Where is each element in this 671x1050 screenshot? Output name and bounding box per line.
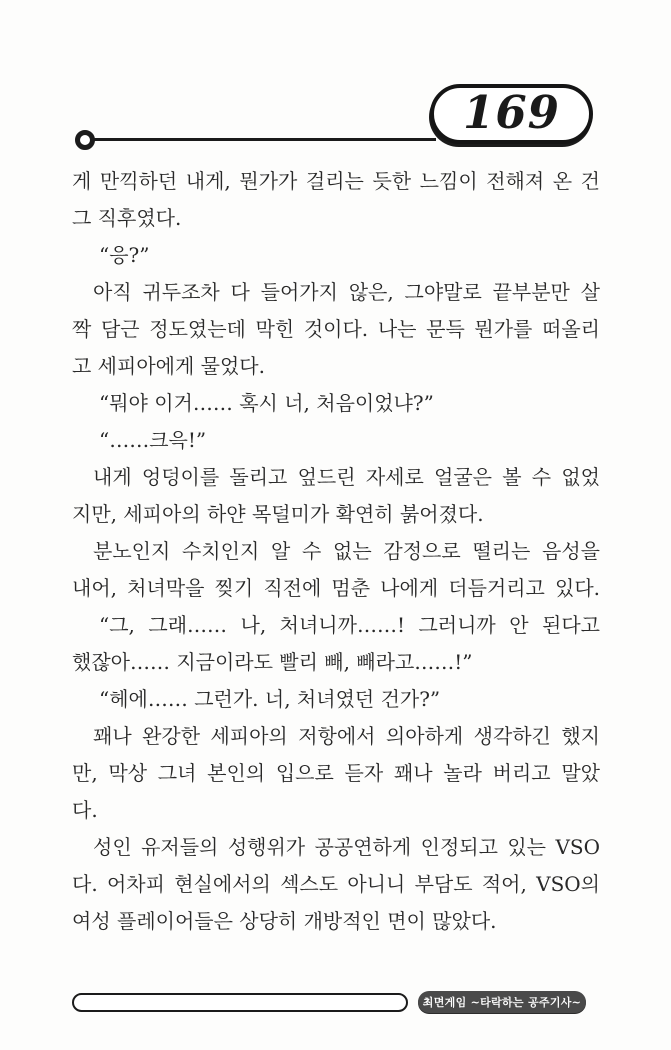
- page-number: 169: [463, 85, 560, 139]
- text-line: 게 만끽하던 내게, 뭔가가 걸리는 듯한 느낌이 전해져 온 건: [72, 169, 600, 193]
- text-line: 그 직후였다.: [72, 206, 182, 230]
- text-line: “헤에…… 그런가. 너, 처녀였던 건가?”: [99, 687, 441, 711]
- footer-bar: [72, 993, 408, 1012]
- text-line: 성인 유저들의 성행위가 공공연하게 인정되고 있는 VSO: [93, 835, 600, 859]
- text-line: 꽤나 완강한 세피아의 저항에서 의아하게 생각하긴 했지: [93, 724, 600, 748]
- text-line: “……크윽!”: [99, 428, 207, 452]
- text-line: 만, 막상 그녀 본인의 입으로 듣자 꽤나 놀라 버리고 말았: [72, 761, 600, 785]
- text-line: “그, 그래…… 나, 처녀니까……! 그러니까 안 된다고: [99, 613, 600, 637]
- text-line: 내게 엉덩이를 돌리고 엎드린 자세로 얼굴은 볼 수 없었: [93, 465, 600, 489]
- body-text: [72, 163, 600, 940]
- text-line: 지만, 세피아의 하얀 목덜미가 확연히 붉어졌다.: [72, 502, 484, 526]
- series-title-badge: [418, 991, 586, 1013]
- text-line: 다. 어차피 현실에서의 섹스도 아니니 부담도 적어, VSO의: [72, 872, 600, 896]
- text-line: “뭐야 이거…… 혹시 너, 처음이었냐?”: [99, 391, 434, 415]
- series-title: 최면게임 ~타락하는 공주기사~: [422, 996, 582, 1009]
- text-line: 고 세피아에게 물었다.: [72, 354, 265, 378]
- rule-end-circle-icon: [75, 130, 95, 150]
- text-line: 짝 담근 정도였는데 막힌 것이다. 나는 문득 뭔가를 떠올리: [72, 317, 600, 341]
- text-line: 여성 플레이어들은 상당히 개방적인 면이 많았다.: [72, 909, 497, 933]
- text-line: 했잖아…… 지금이라도 빨리 빼, 빼라고……!”: [72, 650, 473, 674]
- page-number-badge: [430, 84, 593, 144]
- text-line: 다.: [72, 798, 98, 822]
- text-line: 내어, 처녀막을 찢기 직전에 멈춘 나에게 더듬거리고 있다.: [72, 576, 600, 600]
- text-line: 분노인지 수치인지 알 수 없는 감정으로 떨리는 음성을: [93, 539, 600, 563]
- text-line: 아직 귀두조차 다 들어가지 않은, 그야말로 끝부분만 살: [93, 280, 600, 304]
- text-line: “응?”: [99, 243, 150, 267]
- header-rule: [88, 138, 436, 141]
